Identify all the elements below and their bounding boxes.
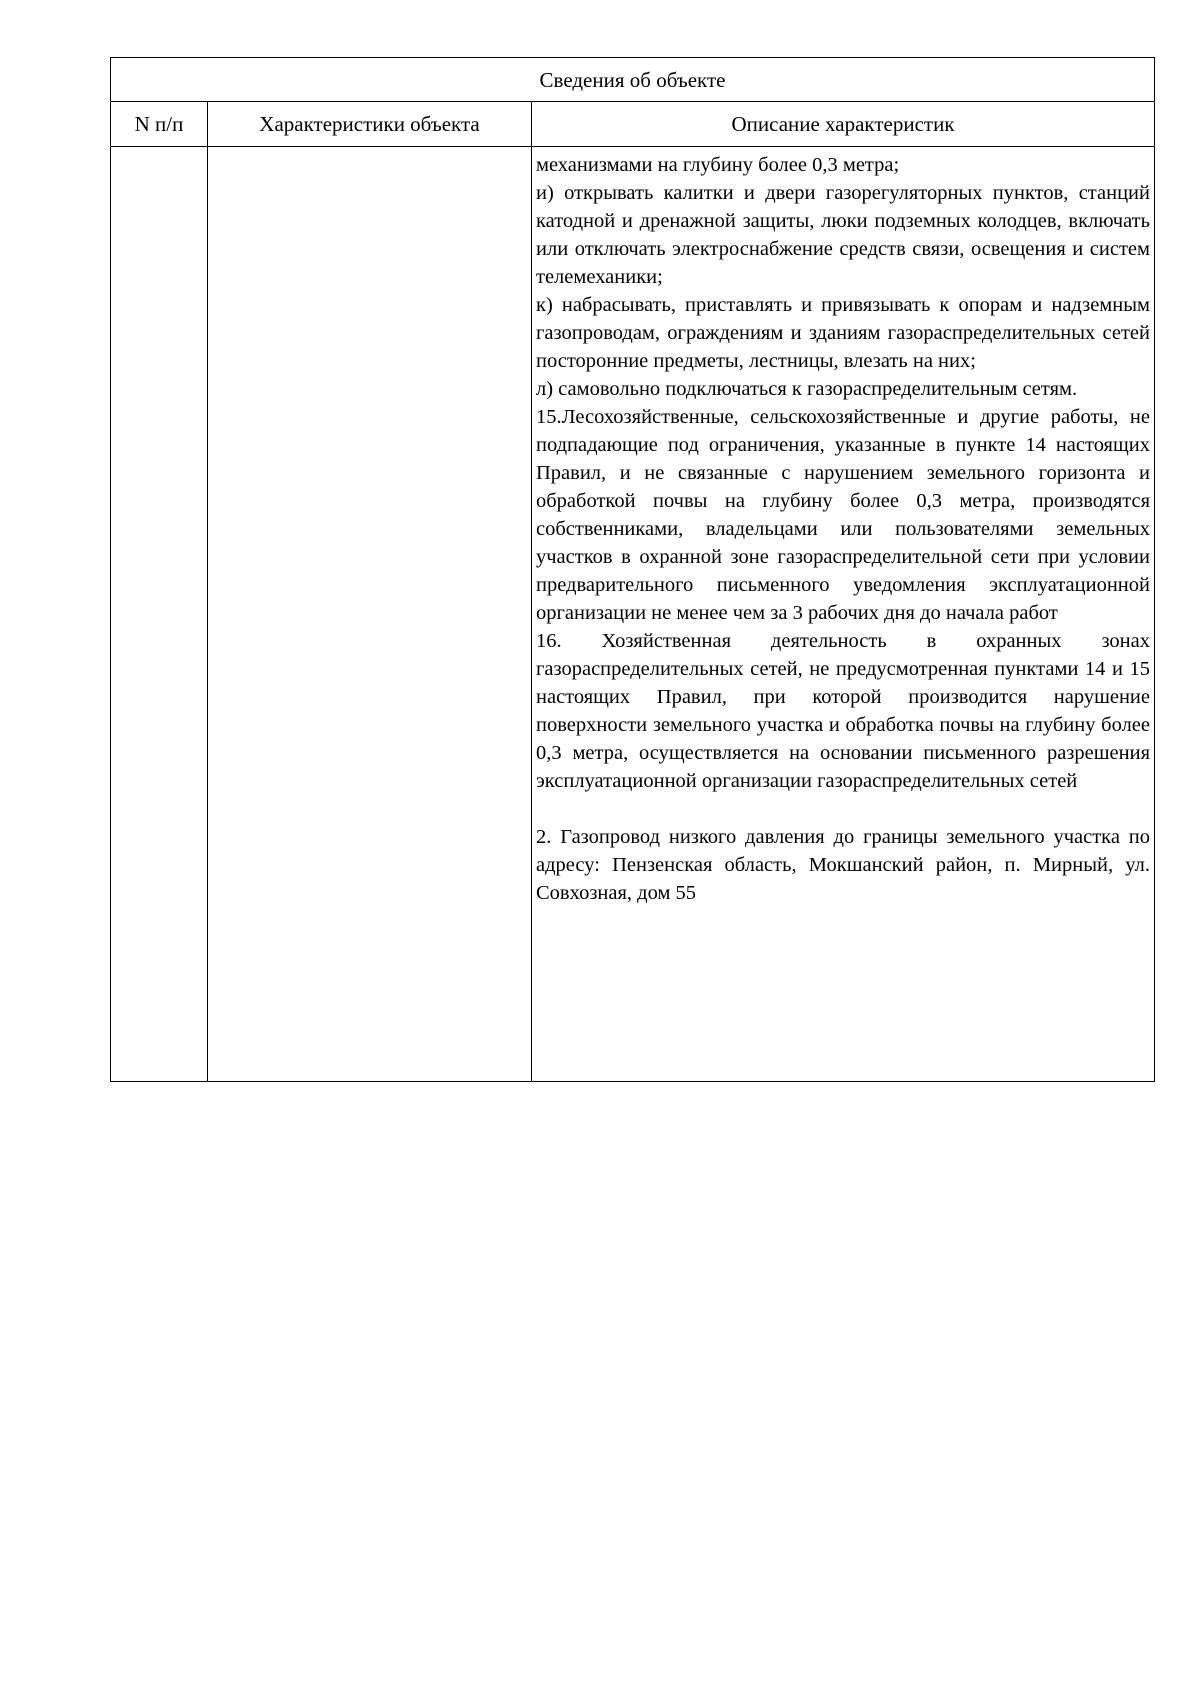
- table-title: Сведения об объекте: [111, 58, 1155, 102]
- description-paragraph: 2. Газопровод низкого давления до границы земельного участка по адресу: Пензенская область, Мокшанский район, п. Мирный, ул. Совхозная, дом 55: [536, 826, 1150, 904]
- description-paragraph: к) набрасывать, приставлять и привязывать к опорам и надземным газопроводам, ограждениям и зданиям газораспределительных сетей посторонние предметы, лестницы, влезать на них;: [536, 294, 1150, 372]
- row-number-cell: [111, 147, 208, 1082]
- description-paragraph: л) самовольно подключаться к газораспределительным сетям.: [536, 378, 1078, 400]
- object-info-table: [110, 57, 1155, 1082]
- description-paragraph: 16. Хозяйственная деятельность в охранных зонах газораспределительных сетей, не предусмотренная пунктами 14 и 15 настоящих Правил, при которой производится нарушение поверхности земельного участка и обработка почвы на глубину более 0,3 метра, осуществляется на основании письменного разрешения эксплуатационной организации газораспределительных сетей: [536, 630, 1150, 792]
- header-number: N п/п: [111, 102, 208, 147]
- description-text: [536, 151, 1150, 907]
- description-paragraph: механизмами на глубину более 0,3 метра;: [536, 154, 900, 176]
- row-characteristics-cell: [208, 147, 532, 1082]
- description-paragraph: и) открывать калитки и двери газорегуляторных пунктов, станций катодной и дренажной защиты, люки подземных колодцев, включать или отключать электроснабжение средств связи, освещения и систем телемеханики;: [536, 182, 1150, 288]
- header-characteristics: Характеристики объекта: [208, 102, 532, 147]
- table-row: [111, 147, 1155, 1082]
- description-paragraph: 15.Лесохозяйственные, сельскохозяйственные и другие работы, не подпадающие под ограничения, указанные в пункте 14 настоящих Правил, и не связанные с нарушением земельного горизонта и обработкой почвы на глубину более 0,3 метра, производятся собственниками, владельцами или пользователями земельных участков в охранной зоне газораспределительной сети при условии предварительного письменного уведомления эксплуатационной организации не менее чем за 3 рабочих дня до начала работ: [536, 406, 1150, 624]
- row-description-cell: [532, 147, 1155, 1082]
- header-description: Описание характеристик: [532, 102, 1155, 147]
